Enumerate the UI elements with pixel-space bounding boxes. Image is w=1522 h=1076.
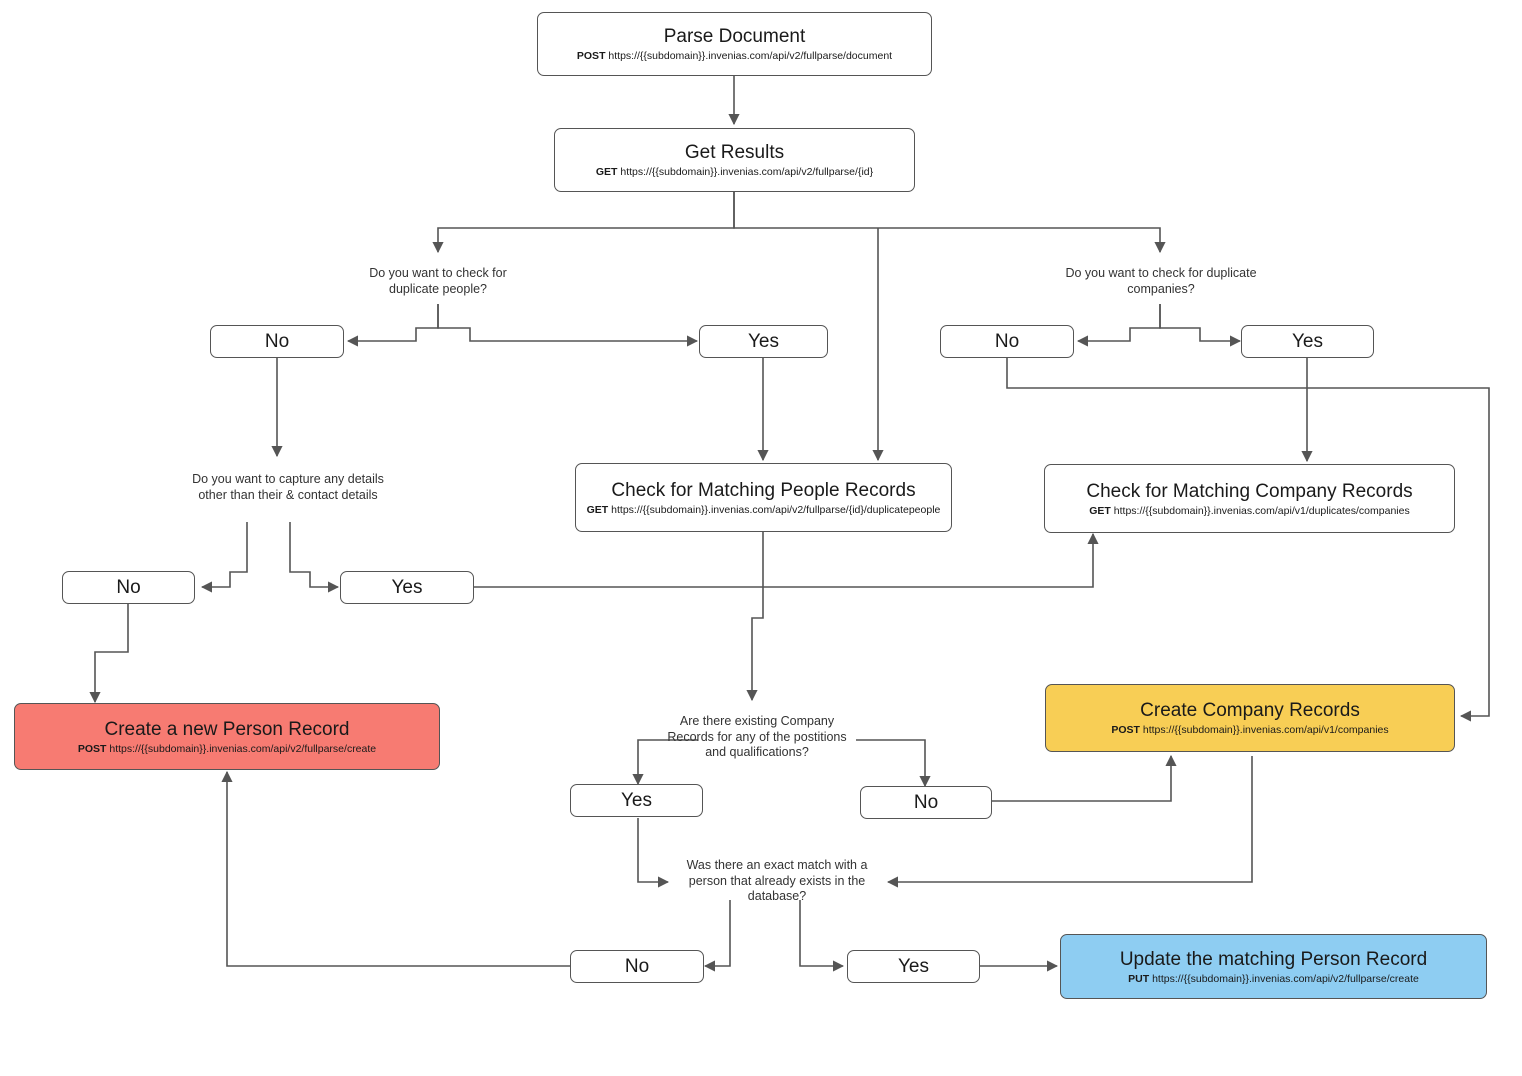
choice-label: No [116,577,141,598]
choice-label: No [624,956,650,977]
node-title: Update the matching Person Record [1119,948,1428,970]
http-method: GET [586,503,609,516]
node-title: Get Results [684,142,785,163]
choice-duplicate-companies-yes[interactable] [1241,325,1374,358]
node-endpoint [78,742,376,756]
node-title: Create Company Records [1140,700,1360,721]
choice-exact-match-no[interactable] [570,950,704,983]
choice-existing-company-no[interactable] [860,786,992,819]
node-parse-document[interactable] [537,12,932,76]
choice-label: Yes [621,790,652,811]
http-method: GET [595,166,618,178]
question-duplicate-people: Do you want to check for duplicate people? [369,266,507,296]
endpoint-url: https://{{subdomain}}.invenias.com/api/v2/fullparse/create [1152,972,1419,985]
http-method: GET [1089,504,1111,517]
node-endpoint [596,165,873,179]
choice-capture-details-no[interactable] [62,571,195,604]
node-title: Check for Matching People Records [611,479,916,501]
endpoint-url: https://{{subdomain}}.invenias.com/api/v2/fullparse/document [608,50,893,62]
endpoint-url: https://{{subdomain}}.invenias.com/api/v1/companies [1142,724,1389,736]
node-create-company-records[interactable] [1045,684,1455,752]
question-capture-details: Do you want to capture any details other than their & contact details [192,472,384,502]
choice-exact-match-yes[interactable] [847,950,980,983]
endpoint-url: https://{{subdomain}}.invenias.com/api/v2/fullparse/{id} [620,166,874,178]
http-method: POST [1111,724,1140,736]
node-check-matching-people[interactable] [575,463,952,532]
node-title: Parse Document [663,26,806,47]
choice-label: No [264,331,290,352]
endpoint-url: https://{{subdomain}}.invenias.com/api/v2/fullparse/{id}/duplicatepeople [611,503,941,516]
node-check-matching-companies[interactable] [1044,464,1455,533]
choice-label: No [913,792,939,813]
choice-existing-company-yes[interactable] [570,784,703,817]
question-exact-match: Was there an exact match with a person that already exists in the database? [686,858,868,903]
node-endpoint [1111,723,1388,737]
choice-label: Yes [1292,331,1323,352]
http-method: POST [576,50,606,62]
http-method: PUT [1128,972,1150,985]
choice-duplicate-people-yes[interactable] [699,325,828,358]
node-endpoint [587,503,941,517]
choice-duplicate-companies-no[interactable] [940,325,1074,358]
node-create-person-record[interactable] [14,703,440,770]
node-get-results[interactable] [554,128,915,192]
choice-duplicate-people-no[interactable] [210,325,344,358]
choice-label: Yes [748,331,779,352]
node-endpoint [577,49,892,63]
node-title: Create a new Person Record [104,718,350,740]
node-title: Check for Matching Company Records [1086,480,1413,502]
node-update-person-record[interactable] [1060,934,1487,999]
node-endpoint [1128,972,1419,986]
choice-label: Yes [898,956,929,977]
question-duplicate-companies: Do you want to check for duplicate companies? [1065,266,1257,296]
question-existing-company-records: Are there existing Company Records for any of the postitions and qualifications? [667,714,847,759]
endpoint-url: https://{{subdomain}}.invenias.com/api/v2/fullparse/create [109,742,377,755]
endpoint-url: https://{{subdomain}}.invenias.com/api/v1/duplicates/companies [1113,504,1410,517]
choice-label: No [994,331,1020,352]
node-endpoint [1089,504,1409,518]
choice-capture-details-yes[interactable] [340,571,474,604]
choice-label: Yes [391,577,423,598]
http-method: POST [77,742,107,755]
